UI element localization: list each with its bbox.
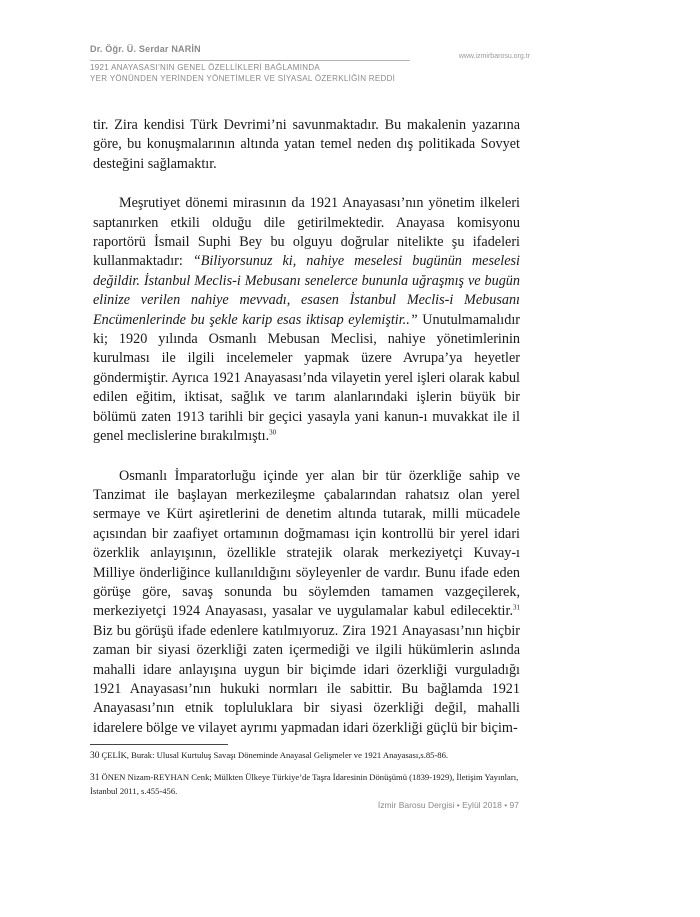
footnote-number: 30 <box>90 751 100 761</box>
paragraph-2-text-a: Meşrutiyet dönemi mirasının da 1921 Anayasası’nın yönetim ilkeleri saptanırken etkili olduğu dile getirilmektedir. Anayasa komisyonu raportörü İsmail Suphi Bey bu olguyu doğrular nitelikte şu ifadeleri kullanmaktadır: <box>93 195 520 270</box>
paragraph-2-text-b: Unutulmamalıdır ki; 1920 yılında Osmanlı Mebusan Meclisi, nahiye yönetimlerinin kurulması ile ilgili incelemeler yapmak üzere Avrupa’ya heyetler göndermiştir. Ayrıca 1921 Anayasası’nda vilayetin yerel işleri olarak kabul edilen eğitim, iktisat, sağlık ve tarım alanlarındaki işlerin büyük bir bölümü zaten 1913 tarihli bir geçici yasayla yani kanun-ı muvakkat ile il genel meclislerine bırakılmıştı. <box>93 311 520 445</box>
header-rule <box>90 60 410 61</box>
footnote-number: 31 <box>90 773 100 783</box>
paragraph-3 <box>93 467 520 739</box>
paragraph-3-text-b: Biz bu görüşü ifade edenlere katılmıyoruz. Zira 1921 Anayasası’nın hiçbir zaman bir siyasi özerkliği zaten içermediği ve ilgili hükümlerin aslında mahalli idare anlayışına uygun bir biçimde idari özerkliği vurguladığı 1921 Anayasası’nın hukuki normları ile sabittir. Bu bağlamda 1921 Anayasası’nın etnik topluluklara bir siyasi özerkliği değil, mahalli idarelere bölge ve vilayet ayrımı yapmadan idari özerkliği güçlü bir biçim- <box>93 622 520 736</box>
footnote-ref-30[interactable]: 30 <box>269 428 277 437</box>
footnote-31 <box>90 771 525 798</box>
article-title-line-2: YER YÖNÜNDEN YERİNDEN YÖNETİMLER VE SİYASAL ÖZERKLİĞİN REDDİ <box>90 74 396 83</box>
footnote-ref-31[interactable]: 31 <box>513 603 520 612</box>
footnote-text: ÇELİK, Burak: Ulusal Kurtuluş Savaşı Döneminde Anayasal Gelişmeler ve 1921 Anayasası,s.85-86. <box>101 750 449 760</box>
article-title-line-1: 1921 ANAYASASI’NIN GENEL ÖZELLİKLERİ BAĞLAMINDA <box>90 63 321 72</box>
paragraph-2 <box>93 194 520 446</box>
paragraph-3-text-a: Osmanlı İmparatorluğu içinde yer alan bir tür özerkliğe sahip ve Tanzimat ile başlayan merkezileşme çabalarından rahatsız olan yerel sermaye ve Kürt aşiretlerini de denetim altında tutarak, milli mücadele açısından bir zaafiyet ortamının doğmaması için kontrollü bir yerel idari özerklik anlayışının, özellikle stratejik olarak merkeziyetçi Kuvay-ı Milliye önderliğince kullanıldığını söyleyenler de vardır. Bunu ifade eden görüşe göre, savaş sonunda bu söylemden tamamen vazgeçilerek, merkeziyetçi 1924 Anayasası, yasalar ve uygulamalar kabul edilecektir. <box>93 467 520 620</box>
footnote-text: ÖNEN Nizam-REYHAN Cenk; Mülkten Ülkeye Türkiye’de Taşra İdaresinin Dönüşümü (1839-1929), İletişim Yayınları, İstanbul 2011, s.455-456. <box>90 772 519 796</box>
page-footer: İzmir Barosu Dergisi • Eylül 2018 • 97 <box>377 800 519 810</box>
paragraph-1: tir. Zira kendisi Türk Devrimi’ni savunmaktadır. Bu makalenin yazarına göre, bu konuşmalarının altında yatan temel neden dış politikada Sovyet desteğini sağlamaktır. <box>93 117 520 172</box>
author-name: Dr. Öğr. Ü. Serdar NARİN <box>90 44 201 54</box>
footnotes <box>90 749 525 806</box>
footnote-separator <box>90 744 228 745</box>
footnote-30 <box>90 749 525 763</box>
body-text <box>93 116 520 738</box>
paragraph-2-quote: “Biliyorsunuz ki, nahiye meselesi bugünün meselesi değildir. İstanbul Meclis-i Mebusanı senelerce bununla uğraşmış ve bugün elinize verilen nahiye mevvadı, esasen İstanbul Meclis-i Mebusanı Encümenlerinde bu şekle karip esas iktisap eylemiştir..” <box>93 253 520 328</box>
running-header <box>90 44 530 83</box>
website-url: www.izmirbarosu.org.tr <box>458 53 530 60</box>
